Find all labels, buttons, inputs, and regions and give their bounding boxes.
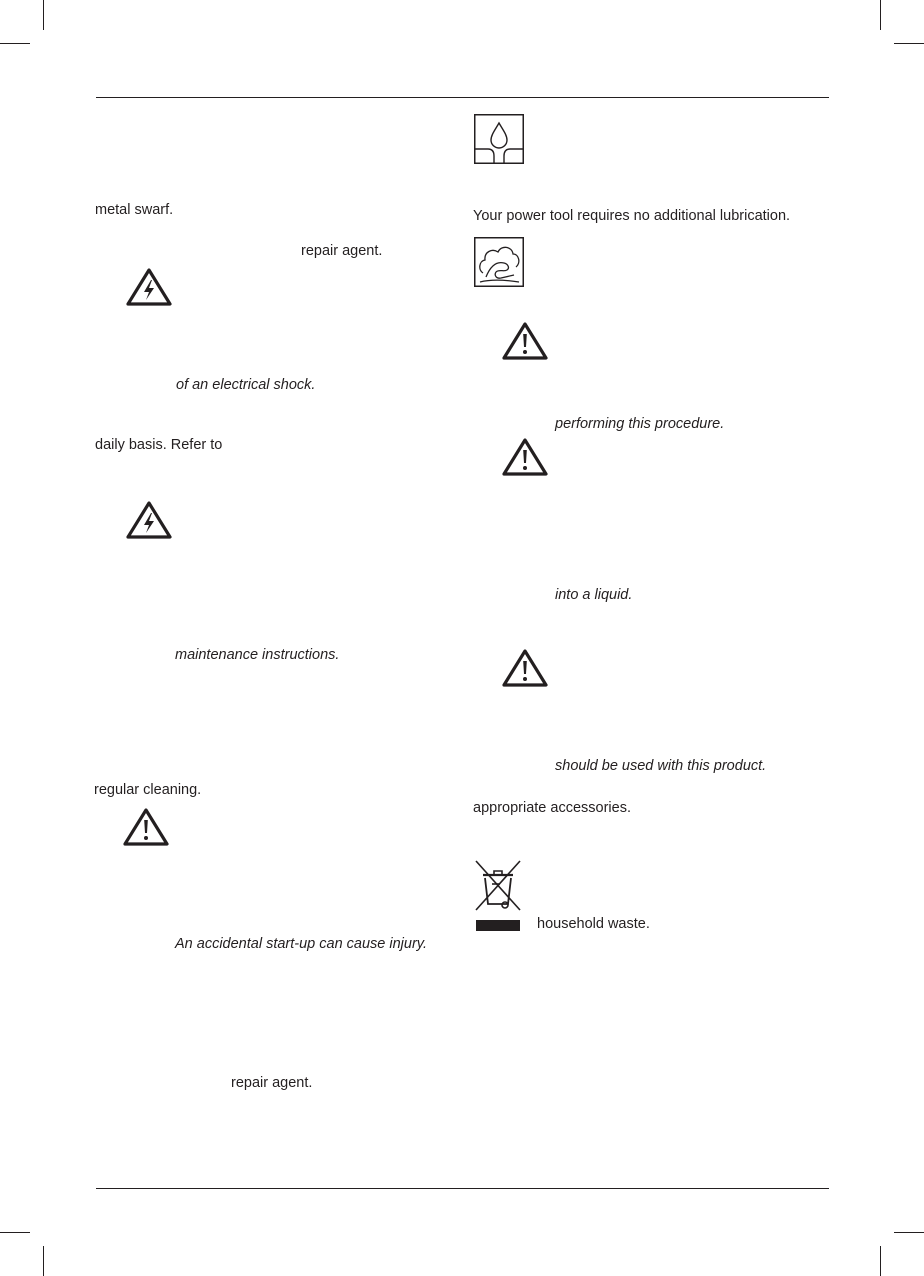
text-repair-agent: repair agent. [301, 243, 383, 259]
text-into-liquid: into a liquid. [555, 587, 633, 603]
warning-triangle-icon [502, 322, 548, 360]
text-metal-swarf: metal swarf. [95, 202, 174, 218]
crop-mark [894, 43, 924, 44]
text-used-with-product: should be used with this product. [555, 758, 767, 774]
crop-mark [880, 0, 881, 30]
text-appropriate-accessories: appropriate accessories. [473, 800, 631, 816]
oil-drop-icon [474, 114, 524, 164]
text-electrical-shock: of an electrical shock. [176, 377, 316, 393]
text-repair-agent: repair agent. [231, 1075, 313, 1091]
crossed-out-wheelie-bin-icon [474, 858, 522, 932]
text-performing-procedure: performing this procedure. [555, 416, 725, 432]
crop-mark [0, 1232, 30, 1233]
warning-triangle-icon [502, 649, 548, 687]
warning-triangle-icon [502, 438, 548, 476]
electric-shock-warning-icon [126, 268, 172, 306]
warning-triangle-icon [123, 808, 169, 846]
text-accidental-startup: An accidental start-up can cause injury. [175, 936, 428, 952]
text-household-waste: household waste. [537, 916, 650, 932]
crop-mark [43, 1246, 44, 1276]
text-regular-cleaning: regular cleaning. [94, 782, 202, 798]
text-no-lubrication: Your power tool requires no additional lubrication. [473, 208, 791, 224]
crop-mark [880, 1246, 881, 1276]
electric-shock-warning-icon [126, 501, 172, 539]
header-rule [96, 97, 829, 98]
crop-mark [43, 0, 44, 30]
crop-mark [0, 43, 30, 44]
footer-rule [96, 1188, 829, 1189]
text-maintenance-instructions: maintenance instructions. [175, 647, 340, 663]
crop-mark [894, 1232, 924, 1233]
text-daily-basis: daily basis. Refer to [95, 437, 223, 453]
cleaning-hand-icon [474, 237, 524, 287]
